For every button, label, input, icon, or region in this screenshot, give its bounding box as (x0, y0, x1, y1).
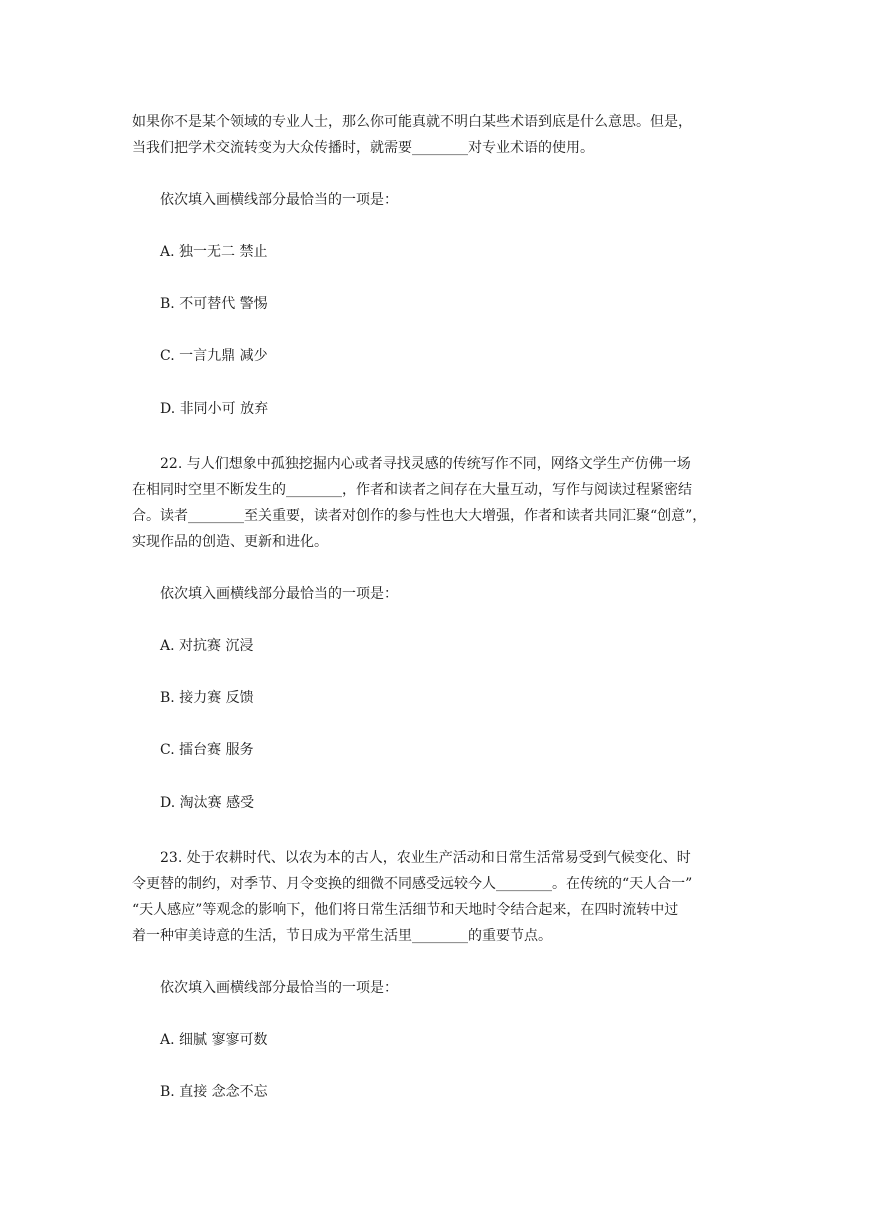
q22-option-c: C. 擂台赛 服务 (160, 742, 254, 758)
q22-prompt: 依次填入画横线部分最恰当的一项是： (160, 586, 398, 602)
q21-stem-line: 当我们把学术交流转变为大众传播时，就需要________对专业术语的使用。 (132, 140, 594, 156)
q23-stem-line: 令更替的制约，对季节、月令变换的细微不同感受远较今人________。在传统的“天人合一” (132, 876, 693, 892)
q21-stem (132, 109, 747, 161)
q21-option-a: A. 独一无二 禁止 (160, 244, 268, 260)
q22-option-d: D. 淘汰赛 感受 (160, 795, 255, 811)
q23-stem-line: 23. 处于农耕时代、以农为本的古人，农业生产活动和日常生活常易受到气候变化、时 (160, 850, 691, 866)
q22-option-a: A. 对抗赛 沉浸 (160, 638, 254, 654)
q23-stem-line: “天人感应”等观念的影响下，他们将日常生活细节和天地时令结合起来，在四时流转中过 (132, 902, 679, 918)
q21-stem-line: 如果你不是某个领域的专业人士，那么你可能真就不明白某些术语到底是什么意思。但是， (132, 114, 692, 130)
q22-stem (132, 451, 747, 555)
q23-stem (132, 845, 747, 949)
q23-option-b: B. 直接 念念不忘 (160, 1084, 268, 1100)
q22-stem-line: 合。读者________至关重要，读者对创作的参与性也大大增强，作者和读者共同汇聚“创意”， (132, 508, 707, 524)
q21-option-c: C. 一言九鼎 减少 (160, 348, 268, 364)
q23-stem-line: 着一种审美诗意的生活，节日成为平常生活里________的重要节点。 (132, 928, 552, 944)
q21-option-d: D. 非同小可 放弃 (160, 401, 269, 417)
q21-prompt: 依次填入画横线部分最恰当的一项是： (160, 192, 398, 208)
q22-stem-line: 实现作品的创造、更新和进化。 (132, 534, 328, 550)
q23-option-a: A. 细腻 寥寥可数 (160, 1032, 268, 1048)
q23-prompt: 依次填入画横线部分最恰当的一项是： (160, 980, 398, 996)
q22-stem-line: 22. 与人们想象中孤独挖掘内心或者寻找灵感的传统写作不同，网络文学生产仿佛一场 (160, 456, 691, 472)
q22-option-b: B. 接力赛 反馈 (160, 690, 254, 706)
q21-option-b: B. 不可替代 警惕 (160, 296, 268, 312)
q22-stem-line: 在相同时空里不断发生的________，作者和读者之间存在大量互动，写作与阅读过程紧密结 (132, 482, 692, 498)
